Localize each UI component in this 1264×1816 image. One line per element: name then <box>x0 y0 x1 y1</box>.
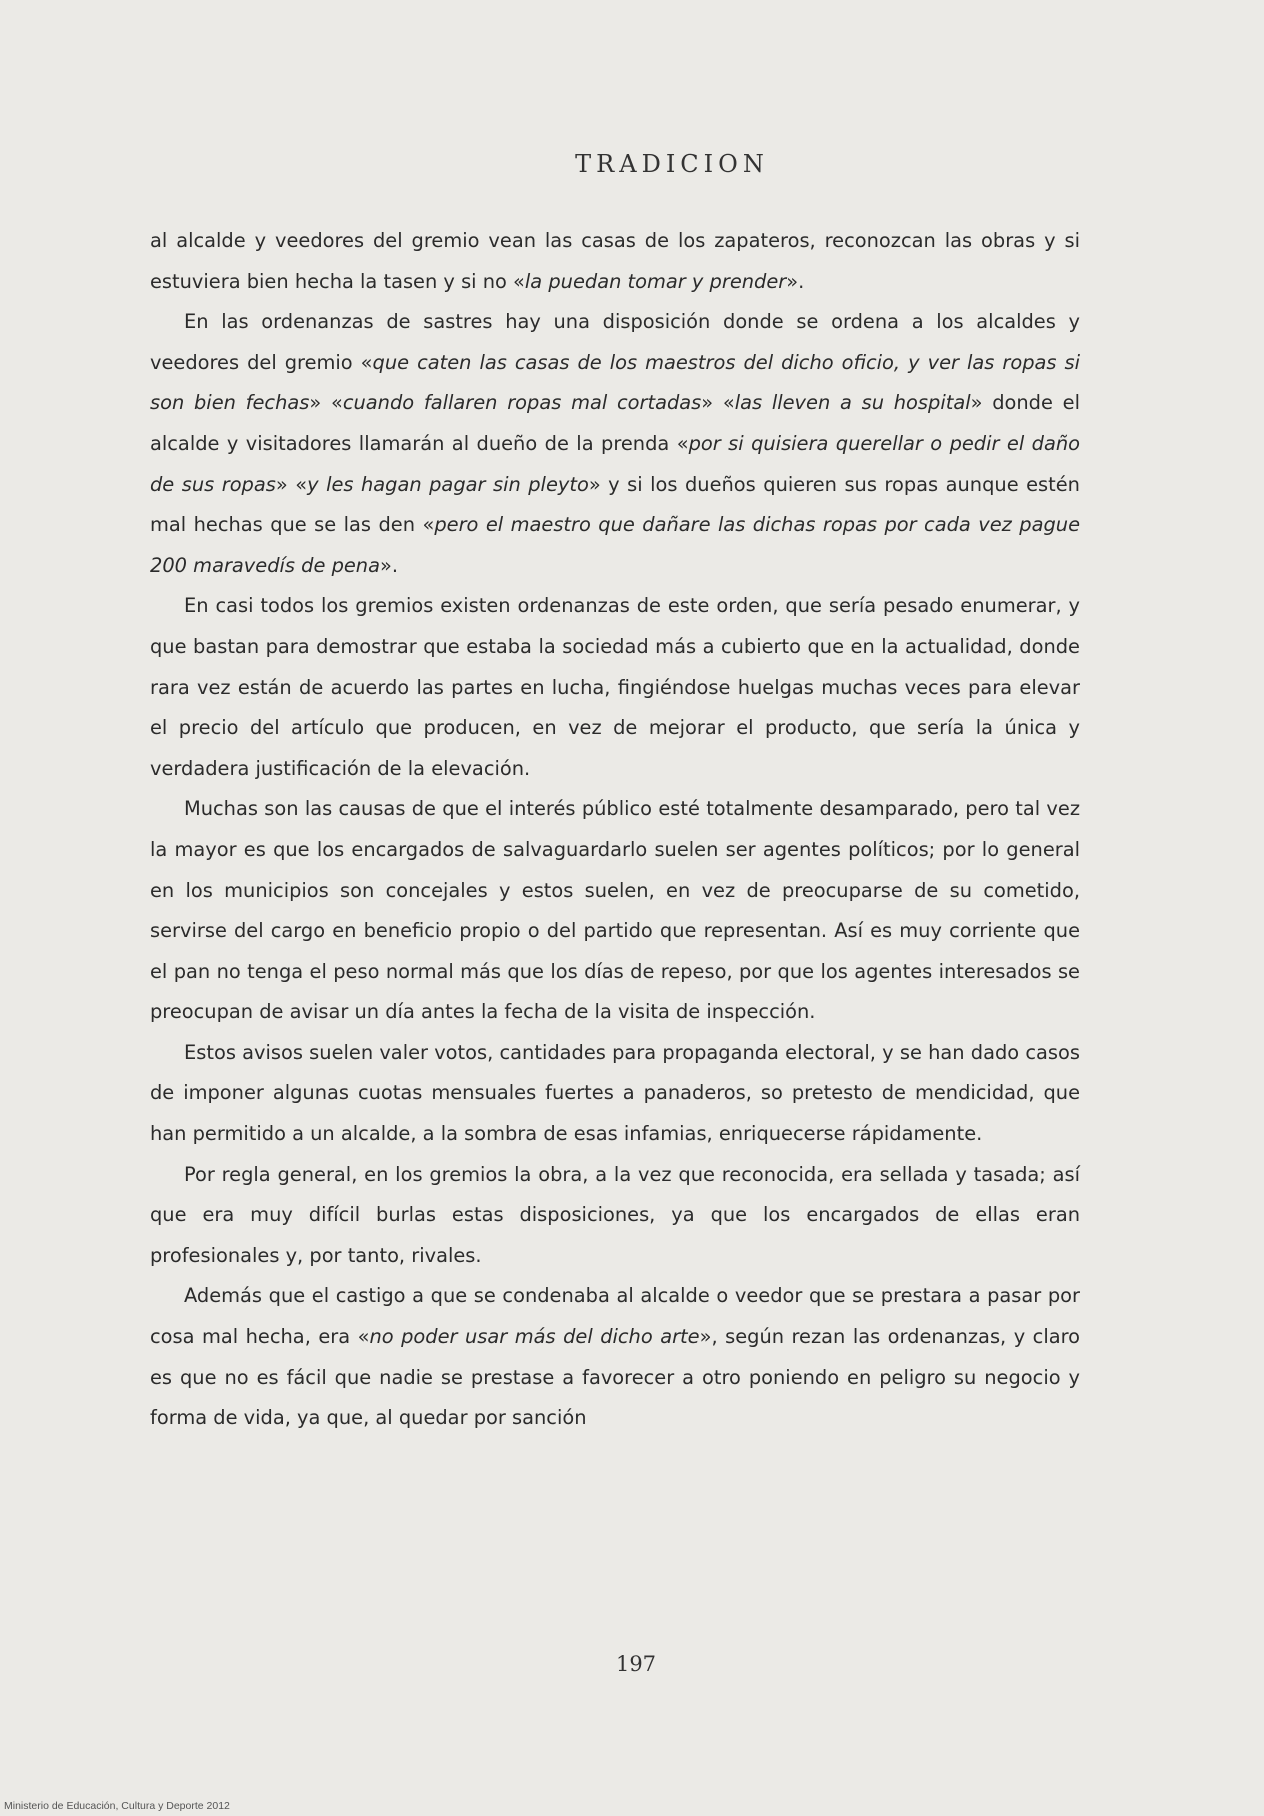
italic-quote: cuando fallaren ropas mal cortadas <box>342 391 702 415</box>
text-segment: Estos avisos suelen valer votos, cantidades para propaganda electoral, y se han dado casos de imponer algunas cuotas mensuales fuertes a panaderos, so pretesto de mendicidad, que han permitido a un alcalde, a la sombra de esas infamias, enriquecerse rápidamente. <box>150 1040 1080 1146</box>
paragraph-6 <box>150 1155 1080 1277</box>
text-segment: » « <box>701 391 735 415</box>
text-segment: Además que el castigo a que se condenaba al alcalde o veedor que se prestara a pasar por cosa mal hecha, era « <box>150 1284 1080 1349</box>
paragraph-4 <box>150 789 1080 1033</box>
text-segment: » « <box>275 472 308 496</box>
text-segment: Por regla general, en los gremios la obra, a la vez que reconocida, era sellada y tasada; así que era muy difícil burlas estas disposiciones, ya que los encargados de ellas eran profesionales y, por tanto, rivales. <box>150 1162 1080 1267</box>
italic-quote: por si quisiera querellar o pedir el daño de sus ropas <box>150 431 1081 496</box>
text-segment: » « <box>309 391 343 415</box>
italic-quote: y les hagan pagar sin pleyto <box>307 472 589 496</box>
text-segment: » y si los dueños quieren sus ropas aunque estén mal hechas que se las den « <box>150 472 1080 537</box>
page-number: 197 <box>615 1652 657 1676</box>
text-segment: », según rezan las ordenanzas, y claro es que no es fácil que nadie se prestase a favorecer a otro poniendo en peligro su negocio y forma de vida, ya que, al quedar por sanción <box>150 1325 1080 1430</box>
italic-quote: las lleven a su hospital <box>734 391 971 415</box>
paragraph-1 <box>150 221 1080 302</box>
text-segment: En casi todos los gremios existen ordenanzas de este orden, que sería pesado enumerar, y que bastan para demostrar que estaba la sociedad más a cubierto que en la actualidad, donde rara vez están de acuerdo las partes en lucha, fingiéndose huelgas muchas veces para elevar el precio del artículo que producen, en vez de mejorar el producto, que sería la única y verdadera justificación de la elevación. <box>150 594 1080 780</box>
paragraph-2 <box>150 302 1080 586</box>
italic-quote: la puedan tomar y prender <box>524 269 787 293</box>
credit-line: Ministerio de Educación, Cultura y Deporte 2012 <box>4 1800 230 1812</box>
paragraph-3 <box>150 586 1080 789</box>
running-title: TRADICION <box>575 150 769 178</box>
body-text <box>150 221 1080 1439</box>
text-segment: ». <box>379 553 399 577</box>
paragraph-7 <box>150 1276 1080 1438</box>
paragraph-5 <box>150 1033 1080 1155</box>
text-segment: En las ordenanzas de sastres hay una disposición donde se ordena a los alcaldes y veedores del gremio « <box>150 310 1080 374</box>
text-segment: » donde el alcalde y visitadores llamarán al dueño de la prenda « <box>150 391 1080 455</box>
italic-quote: pero el maestro que dañare las dichas ropas por cada vez pague 200 maravedís de pena <box>150 513 1080 577</box>
italic-quote: que caten las casas de los maestros del dicho oficio, y ver las ropas si son bien fechas <box>150 350 1080 415</box>
text-segment: Muchas son las causas de que el interés público esté totalmente desamparado, pero tal vez la mayor es que los encargados de salvaguardarlo suelen ser agentes políticos; por lo general en los municipios son concejales y estos suelen, en vez de preocuparse de su cometido, servirse del cargo en beneficio propio o del partido que representan. Así es muy corriente que el pan no tenga el peso normal más que los días de repeso, por que los agentes interesados se preocupan de avisar un día antes la fecha de la visita de inspección. <box>150 797 1080 1024</box>
italic-quote: no poder usar más del dicho arte <box>369 1325 700 1349</box>
text-segment: al alcalde y veedores del gremio vean las casas de los zapateros, reconozcan las obras y si estuviera bien hecha la tasen y si no « <box>150 229 1080 293</box>
text-segment: ». <box>786 269 805 293</box>
